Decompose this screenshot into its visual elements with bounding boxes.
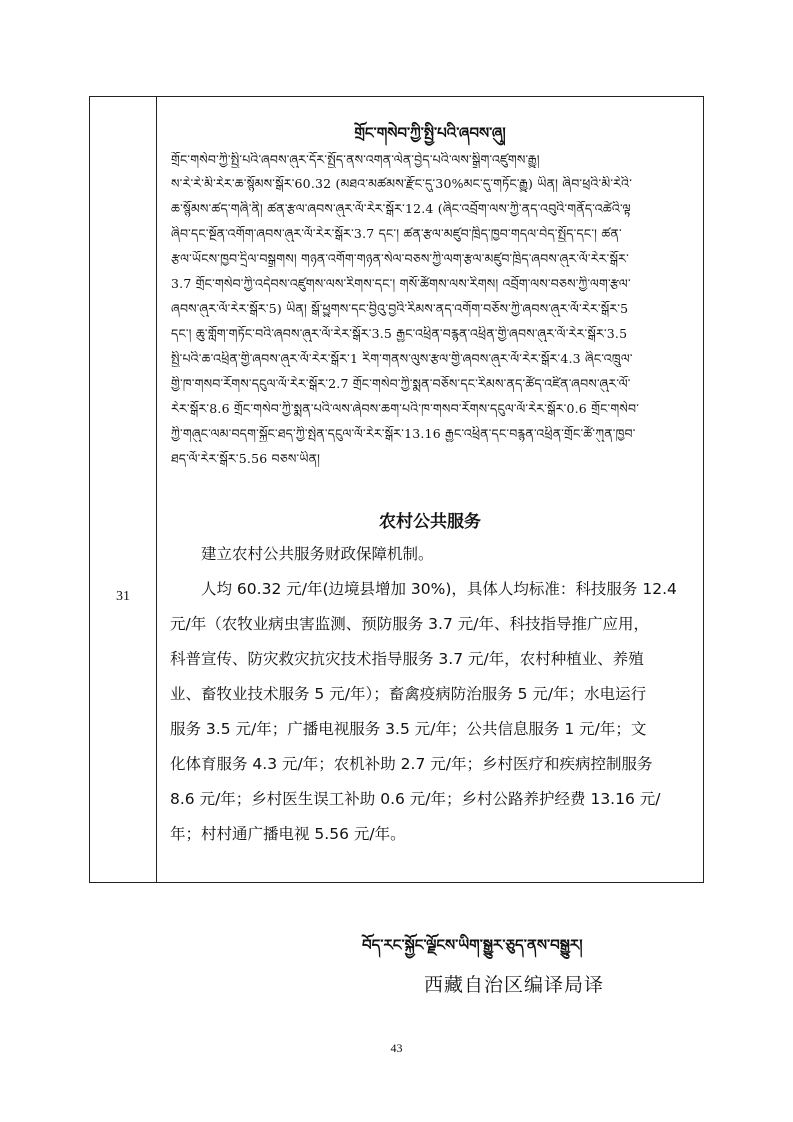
- chinese-line: 服务 3.5 元/年；广播电视服务 3.5 元/年；公共信息服务 1 元/年；文: [170, 720, 647, 738]
- chinese-line: 业、畜牧业技术服务 5 元/年）；畜禽疫病防治服务 5 元/年；水电运行: [170, 685, 647, 703]
- tibetan-line: ཀྱི་གཞུང་ལམ་བདག་སྐྱོང་ཐད་ཀྱི་སྤེན་དངུལ་ལོ་རེར་སྒོར་13.16 རྒྱང་འཕྲིན་དང་བརྙན་འཕྲིན་གྲོང་ཚོ་ཀུན་ཁྱབ་: [171, 426, 636, 441]
- translator-credit-chinese: 西藏自治区编译局译: [424, 974, 605, 996]
- tibetan-line: རེར་སྒོར་8.6 གྲོང་གསེབ་ཀྱི་སྨན་པའི་ལས་ཞེབས་ཆག་པའི་ཁ་གསབ་རོགས་དངུལ་ལོ་རེར་སྒོར་0.6 གྲོང་གསེབ་: [171, 401, 640, 416]
- tibetan-line: དང་། ཆུ་གློག་གཏོང་བའི་ཞབས་ཞུར་ལོ་རེར་སྒོར་3.5 རྒྱང་འཕྲིན་བརྙན་འཕྲིན་གྱི་ཞབས་ཞུར་ལོ་རེར་སྒོར་3.5: [171, 326, 628, 341]
- tibetan-line: རྩལ་ཡོངས་ཁྱབ་དྲིལ་བསྒྲགས། གཉན་འགོག་གཉན་སེལ་བཅས་ཀྱི་ལག་རྩལ་མཛུབ་ཁྲིད་ཞབས་ཞུར་ལོ་རེར་སྒོར་: [171, 251, 629, 266]
- tibetan-line: ཐད་ལོ་རེར་སྒོར་5.56 བཅས་ཡིན།: [171, 451, 321, 466]
- chinese-line: 8.6 元/年；乡村医生误工补助 0.6 元/年；乡村公路养护经费 13.16 元/: [170, 790, 661, 808]
- policy-table: [89, 96, 704, 883]
- chinese-line: 化体育服务 4.3 元/年；农机补助 2.7 元/年；乡村医疗和疾病控制服务: [170, 755, 653, 773]
- tibetan-line: གྱི་ཁ་གསབ་རོགས་དངུལ་ལོ་རེར་སྒོར་2.7 གྲོང་གསེབ་ཀྱི་སྨན་བཅོས་དང་རིམས་ནད་ཚོད་འཛིན་ཞབས་ཞུར་ལོ་: [171, 376, 631, 391]
- tibetan-line: སྤྱི་པའི་ཆ་འཕྲིན་གྱི་ཞབས་ཞུར་ལོ་རེར་སྒོར་1 རིག་གནས་ལུས་རྩལ་གྱི་ཞབས་ཞུར་ལོ་རེར་སྒོར་4.3 ཞིང་འཁྲུལ་: [171, 351, 633, 366]
- tibetan-section-title: གྲོང་གསེབ་ཀྱི་སྤྱི་པའི་ཞབས་ཞུ།: [354, 124, 506, 142]
- tibetan-line: 3.7 གྲོང་གསེབ་ཀྱི་འདེབས་འཛུགས་ལས་རིགས་དང་། གསོ་ཚོགས་ལས་རིགས། འབྲོག་ལས་བཅས་ཀྱི་ལག་རྩལ་: [171, 276, 631, 291]
- chinese-line: 科普宣传、防灾救灾抗灾技术指导服务 3.7 元/年，农村种植业、养殖: [170, 650, 644, 668]
- chinese-section-title: 农村公共服务: [379, 512, 481, 532]
- chinese-line: 建立农村公共服务财政保障机制。: [201, 545, 434, 563]
- chinese-line: 元/年（农牧业病虫害监测、预防服务 3.7 元/年、科技指导推广应用，: [170, 615, 649, 633]
- chinese-line: 年；村村通广播电视 5.56 元/年。: [170, 825, 406, 843]
- tibetan-line: གྲོང་གསེབ་ཀྱི་སྤྱི་པའི་ཞབས་ཞུར་དོར་སྤྱོད་ནས་འགན་ལེན་བྱེད་པའི་ལས་སྒྲིག་འཛུགས་རྒྱུ།: [171, 152, 540, 167]
- page-number: 43: [390, 1041, 403, 1055]
- tibetan-line: ཆ་སྙོམས་ཚད་གཞི་ནི། ཚན་རྩལ་ཞབས་ཞུར་ལོ་རེར་སྒོར་12.4 (ཞིང་འབྲོག་ལས་ཀྱི་ནད་འབུའི་གནོད་འཚེའི་ལྟ: [171, 201, 631, 216]
- row-content: [157, 97, 703, 882]
- translator-credit-tibetan: བོད་རང་སྐྱོང་ལྗོངས་ཡིག་སྒྱུར་ཅུད་ནས་བསྒྱུར།: [362, 936, 583, 954]
- tibetan-line: ས་རེ་རེ་མི་རེར་ཆ་སྙོམས་སྒོར་60.32 (མཐའ་མཚམས་རྫོང་དུ་30%མང་དུ་གཏོང་རྒྱུ) ཡིན། ཞིབ་ཕྲའི་མི་རེའི་: [171, 176, 633, 191]
- tibetan-line: ཞབས་ཞུར་ལོ་རེར་སྒོར་5) ཡིན། སྒོ་ཕྱུགས་དང་བྱིའུ་བྱའི་རིམས་ནད་འགོག་བཅོས་ཀྱི་ཞབས་ཞུར་ལོ་རེར་སྒོར་5: [171, 301, 629, 316]
- chinese-line: 人均 60.32 元/年(边境县增加 30%)，具体人均标准：科技服务 12.4: [201, 580, 677, 598]
- row-number: 31: [116, 589, 130, 604]
- tibetan-line: ཞིབ་དང་སྔོན་འགོག་ཞབས་ཞུར་ལོ་རེར་སྒོར་3.7 དང་། ཚན་རྩལ་མཛུབ་ཁྲིད་ཁྱབ་གདལ་བེད་སྤྱོད་དང་། ཚན་: [171, 226, 622, 241]
